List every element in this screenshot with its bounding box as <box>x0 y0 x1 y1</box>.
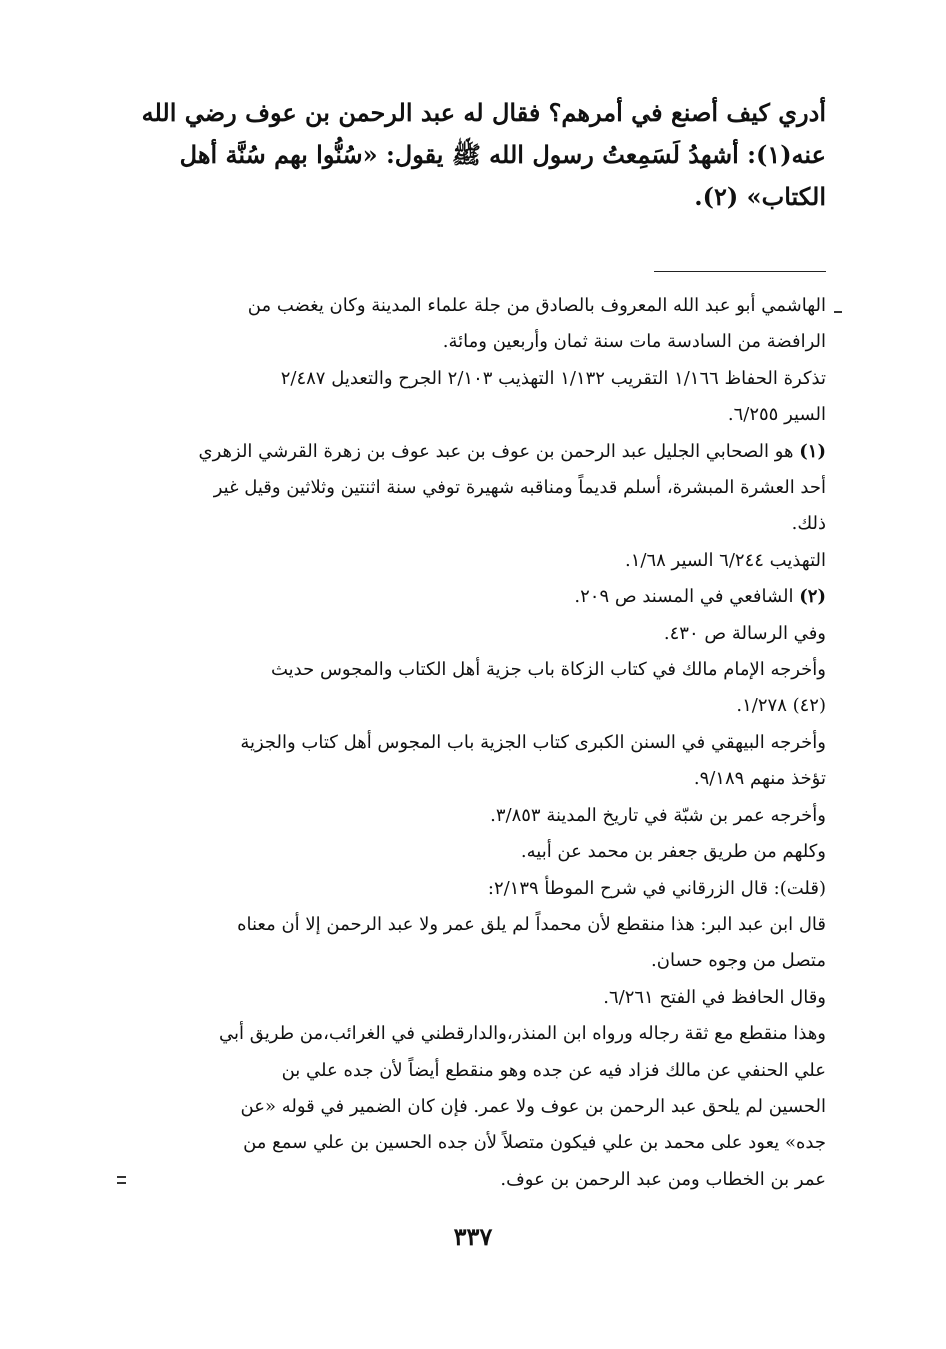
footnote-2-line <box>136 579 826 615</box>
margin-mark-bottom <box>117 1176 126 1184</box>
main-text-line: أدري كيف أصنع في أمرهم؟ فقال له عبد الرحمن بن عوف رضي الله <box>141 98 826 127</box>
footnote-2-line: الحسين لم يلحق عبد الرحمن بن عوف ولا عمر. فإن كان الضمير في قوله «عن <box>240 1095 826 1117</box>
main-text-line: الكتاب» (٢). <box>694 182 826 211</box>
footnote-1-line: ذلك. <box>791 513 826 535</box>
footnote-line: السير ٦/٢٥٥. <box>727 404 826 426</box>
footnote-2-text: الشافعي في المسند ص ٢٠٩. <box>574 586 794 608</box>
footnote-2-line: عمر بن الخطاب ومن عبد الرحمن بن عوف. <box>500 1168 826 1190</box>
footnote-2-line: جده» يعود على محمد بن علي فيكون متصلاً لأن جده الحسين بن علي سمع من <box>243 1132 826 1154</box>
footnote-2-line: وكلهم من طريق جعفر بن محمد عن أبيه. <box>520 841 826 863</box>
page-number: ٣٣٧ <box>453 1222 493 1251</box>
footnote-separator <box>654 271 826 272</box>
footnote-1-text: هو الصحابي الجليل عبد الرحمن بن عوف بن عبد عوف بن زهرة القرشي الزهري <box>198 440 794 462</box>
footnote-1-line: أحد العشرة المبشرة، أسلم قديماً ومناقبه شهيرة توفي سنة اثنتين وثلاثين وقيل غير <box>213 477 826 499</box>
footnote-1-marker: (١) <box>799 440 826 462</box>
footnote-1-line: التهذيب ٦/٢٤٤ السير ١/٦٨. <box>625 549 826 571</box>
margin-mark-top <box>834 311 842 313</box>
footnote-2-line: وفي الرسالة ص ٤٣٠. <box>663 622 826 644</box>
footnote-2-line: متصل من وجوه حسان. <box>651 950 826 972</box>
footnotes-block <box>136 288 826 1198</box>
footnote-2-line: وأخرجه عمر بن شبّة في تاريخ المدينة ٣/٨٥٣. <box>490 804 826 826</box>
main-text-line: عنه(١): أشهدُ لَسَمِعتُ رسول الله ﷺ يقول: «سُنُّوا بهم سُنَّة أهل <box>179 140 826 169</box>
footnote-2-line: علي الحنفي عن مالك فزاد فيه عن جده وهو منقطع أيضاً لأن جده علي بن <box>281 1059 826 1081</box>
footnote-2-line: وأخرجه البيهقي في السنن الكبرى كتاب الجزية باب المجوس أهل كتاب والجزية <box>240 731 826 753</box>
footnote-line: تذكرة الحفاظ ١/١٦٦ التقريب ١/١٣٢ التهذيب ٢/١٠٣ الجرح والتعديل ٢/٤٨٧ <box>280 367 826 389</box>
footnote-2-marker: (٢) <box>799 586 826 608</box>
footnote-line: الرافضة من السادسة مات سنة ثمان وأربعين ومائة. <box>442 331 826 353</box>
footnote-2-line: وقال الحافظ في الفتح ٦/٢٦١. <box>603 986 826 1008</box>
main-text-block <box>136 92 826 218</box>
footnote-line: الهاشمي أبو عبد الله المعروف بالصادق من جلة علماء المدينة وكان يغضب من <box>247 295 826 316</box>
footnote-2-line: (قلت): قال الزرقاني في شرح الموطأ ٢/١٣٩: <box>487 877 826 899</box>
footnote-2-line: قال ابن عبد البر: هذا منقطع لأن محمداً لم يلق عمر ولا عبد الرحمن إلا أن معناه <box>237 913 826 935</box>
footnote-2-line: (٤٢) ١/٢٧٨. <box>736 695 826 717</box>
footnote-2-line: تؤخذ منهم ٩/١٨٩. <box>693 768 826 790</box>
footnote-2-line: وأخرجه الإمام مالك في كتاب الزكاة باب جزية أهل الكتاب والمجوس حديث <box>270 659 826 681</box>
footnote-1-line <box>136 434 826 470</box>
footnote-2-line: وهذا منقطع مع ثقة رجاله ورواه ابن المنذر،والدارقطني في الغرائب،من طريق أبي <box>219 1023 826 1045</box>
